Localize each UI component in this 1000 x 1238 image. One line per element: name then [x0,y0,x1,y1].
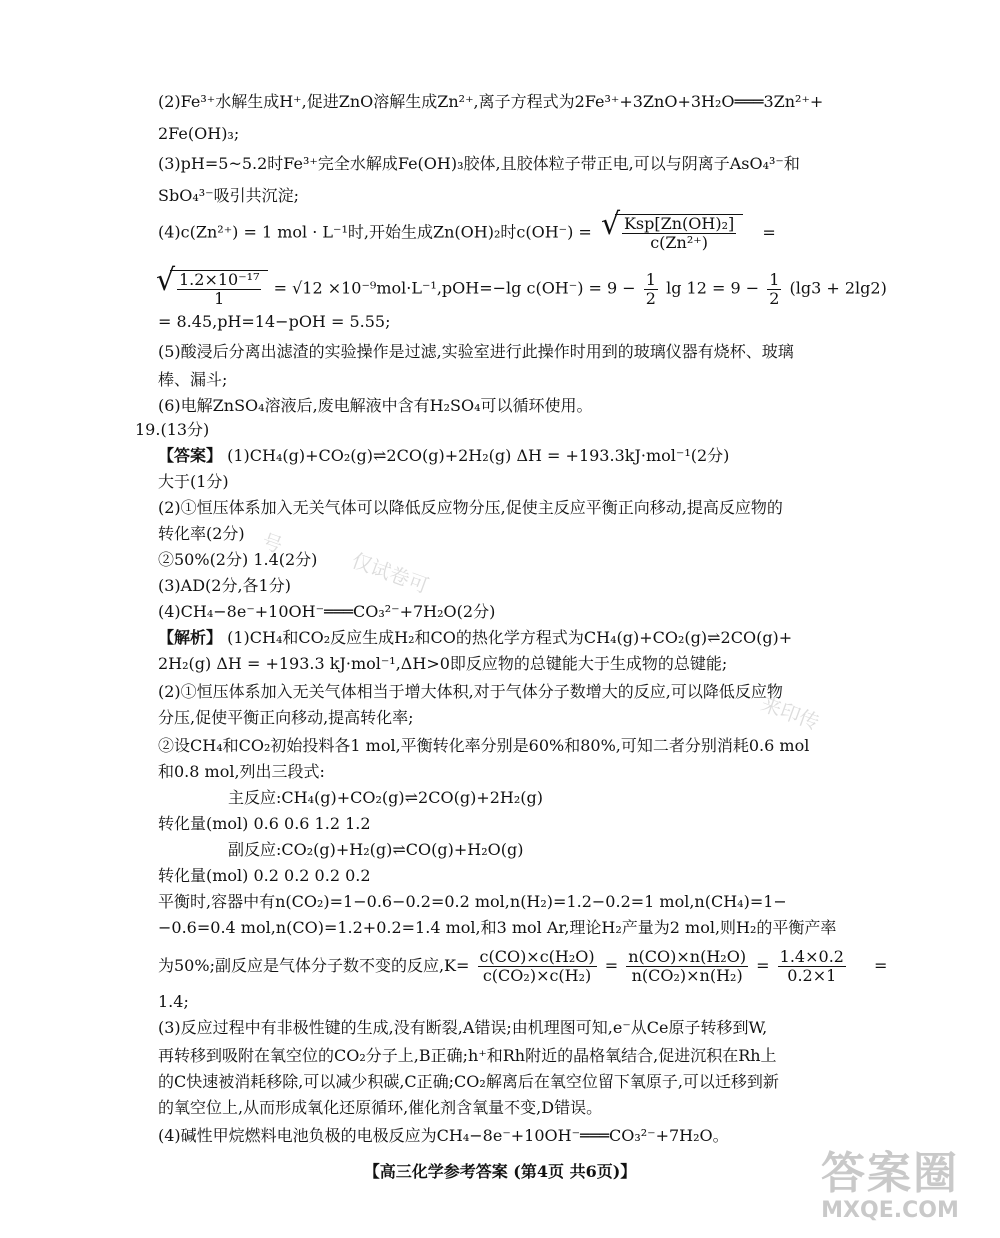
watermark-text: 仅试卷可 [348,548,432,598]
page-footer: 【高三化学参考答案 (第4页 共6页)】 [363,1162,637,1181]
text-line: 分压,促使平衡正向移动,提高转化率; [158,708,414,727]
text-line: ②50%(2分) 1.4(2分) [158,550,318,569]
text-line: 大于(1分) [158,472,229,491]
fraction [778,948,846,985]
text-line: 2H₂(g) ΔH = +193.3 kJ·mol⁻¹,ΔH>0即反应物的总键能大于生成物的总键能; [158,654,728,673]
numerator: 1 [769,269,780,289]
text-line: 的氧空位上,从而形成氧化还原循环,催化剂含氧量不变,D错误。 [158,1098,603,1117]
text-line: ②设CH₄和CO₂初始投料各1 mol,平衡转化率分别是60%和80%,可知二者分别消耗0.6 mol [158,736,810,755]
text-line: 转化量(mol) 0.2 0.2 0.2 0.2 [158,866,371,885]
text-line: 棒、漏斗; [158,370,228,389]
formula-line [158,214,776,252]
text: = √12 ×10⁻⁹mol·L⁻¹,pOH=−lg c(OH⁻) = 9 − [273,278,636,298]
text: (1)CH₄(g)+CO₂(g)⇌2CO(g)+2H₂(g) ΔH = +193.3kJ·mol⁻¹(2分) [227,446,730,465]
denominator: 2 [645,288,656,308]
equals: = [604,956,619,975]
text-line: (2)①恒压体系加入无关气体相当于增大体积,对于气体分子数增大的反应,可以降低反应物 [158,682,783,701]
text-line: (3)pH=5~5.2时Fe³⁺完全水解成Fe(OH)₃胶体,且胶体粒子带正电,可以与阴离子AsO₄³⁻和 [158,154,800,173]
text-line: (6)电解ZnSO₄溶液后,废电解液中含有H₂SO₄可以循环使用。 [158,396,593,415]
text-line: 的C快速被消耗移除,可以减少积碳,C正确;CO₂解离后在氧空位留下氧原子,可以迁移到新 [158,1072,779,1091]
watermark-text: 号 [258,528,286,558]
denominator: 2 [769,288,780,308]
text-line: 转化率(2分) [158,524,245,543]
equals: = [756,956,770,975]
numerator: n(CO)×n(H₂O) [628,947,747,966]
text-line: (2)Fe³⁺水解生成H⁺,促进ZnO溶解生成Zn²⁺,离子方程式为2Fe³⁺+3ZnO+3H₂O═══3Zn²⁺+ [158,92,824,111]
text-line: 主反应:CH₄(g)+CO₂(g)⇌2CO(g)+2H₂(g) [228,788,543,807]
numerator: √ Ksp[Zn(OH)₂] [623,214,735,233]
fraction [478,948,597,985]
fraction [177,271,261,308]
site-logo [790,1150,990,1228]
text-line: 2Fe(OH)₃; [158,124,240,143]
text-line: (3)反应过程中有非极性键的生成,没有断裂,A错误;由机理图可知,e⁻从Ce原子转移到W, [158,1018,768,1037]
text: (1)CH₄和CO₂反应生成H₂和CO的热化学方程式为CH₄(g)+CO₂(g)⇌2CO(g)+ [227,628,793,647]
text-line: 转化量(mol) 0.6 0.6 1.2 1.2 [158,814,371,833]
fraction [767,271,781,308]
text-line: −0.6=0.4 mol,n(CO)=1.2+0.2=1.4 mol,和3 mol Ar,理论H₂产量为2 mol,则H₂的平衡产率 [158,918,837,937]
text-line: 1.4; [158,992,189,1011]
text-line: 和0.8 mol,列出三段式: [158,762,325,781]
text-line: (5)酸浸后分离出滤渣的实验操作是过滤,实验室进行此操作时用到的玻璃仪器有烧杯、玻璃 [158,342,794,361]
answer-line [158,442,729,469]
text: lg 12 = 9 − [666,278,760,298]
equals: = [874,956,888,975]
equals: = [762,222,776,242]
sqrt [615,214,743,252]
numerator: 1 [645,269,656,289]
denominator: 0.2×1 [787,966,837,985]
logo-domain: MXQE.COM [821,1198,959,1223]
numerator: 1.4×0.2 [779,947,844,966]
text-line: (2)①恒压体系加入无关气体可以降低反应物分压,促使主反应平衡正向移动,提高反应物的 [158,498,783,517]
denominator: 1 [214,289,225,308]
denominator: n(CO₂)×n(H₂) [631,966,743,985]
text-line: 副反应:CO₂(g)+H₂(g)⇌CO(g)+H₂O(g) [228,840,524,859]
formula-line [158,270,887,308]
question-number: 19.(13分) [135,420,210,439]
fraction [622,215,736,252]
formula-line [158,948,887,985]
analysis-line [158,624,792,651]
text-line: (4)CH₄−8e⁻+10OH⁻═══CO₃²⁻+7H₂O(2分) [158,602,496,621]
analysis-tag: 【解析】 [158,628,223,647]
text-line: SbO₄³⁻吸引共沉淀; [158,186,299,205]
fraction [626,948,748,985]
answer-tag: 【答案】 [158,446,223,465]
text-line: 平衡时,容器中有n(CO₂)=1−0.6−0.2=0.2 mol,n(H₂)=1.2−0.2=1 mol,n(CH₄)=1− [158,892,787,911]
numerator: √ 1.2×10⁻¹⁷ [179,270,260,289]
text-line: (3)AD(2分,各1分) [158,576,291,595]
text-line: = 8.45,pH=14−pOH = 5.55; [158,312,391,331]
logo-mark: 答案圈 [821,1148,959,1199]
text: (lg3 + 2lg2) [789,278,887,298]
numerator: c(CO)×c(H₂O) [479,947,595,966]
text: 为50%;副反应是气体分子数不变的反应,K= [158,956,470,975]
watermark-text: 来印传 [757,691,823,735]
fraction [644,271,658,308]
denominator: c(CO₂)×c(H₂) [482,966,592,985]
sqrt [170,270,268,308]
text-line: (4)碱性甲烷燃料电池负极的电极反应为CH₄−8e⁻+10OH⁻═══CO₃²⁻+7H₂O。 [158,1126,729,1145]
text-line: 再转移到吸附在氧空位的CO₂分子上,B正确;h⁺和Rh附近的晶格氧结合,促进沉积在Rh上 [158,1046,777,1065]
denominator: c(Zn²⁺) [650,233,708,252]
text: (4)c(Zn²⁺) = 1 mol · L⁻¹时,开始生成Zn(OH)₂时c(OH⁻) = [158,222,592,242]
